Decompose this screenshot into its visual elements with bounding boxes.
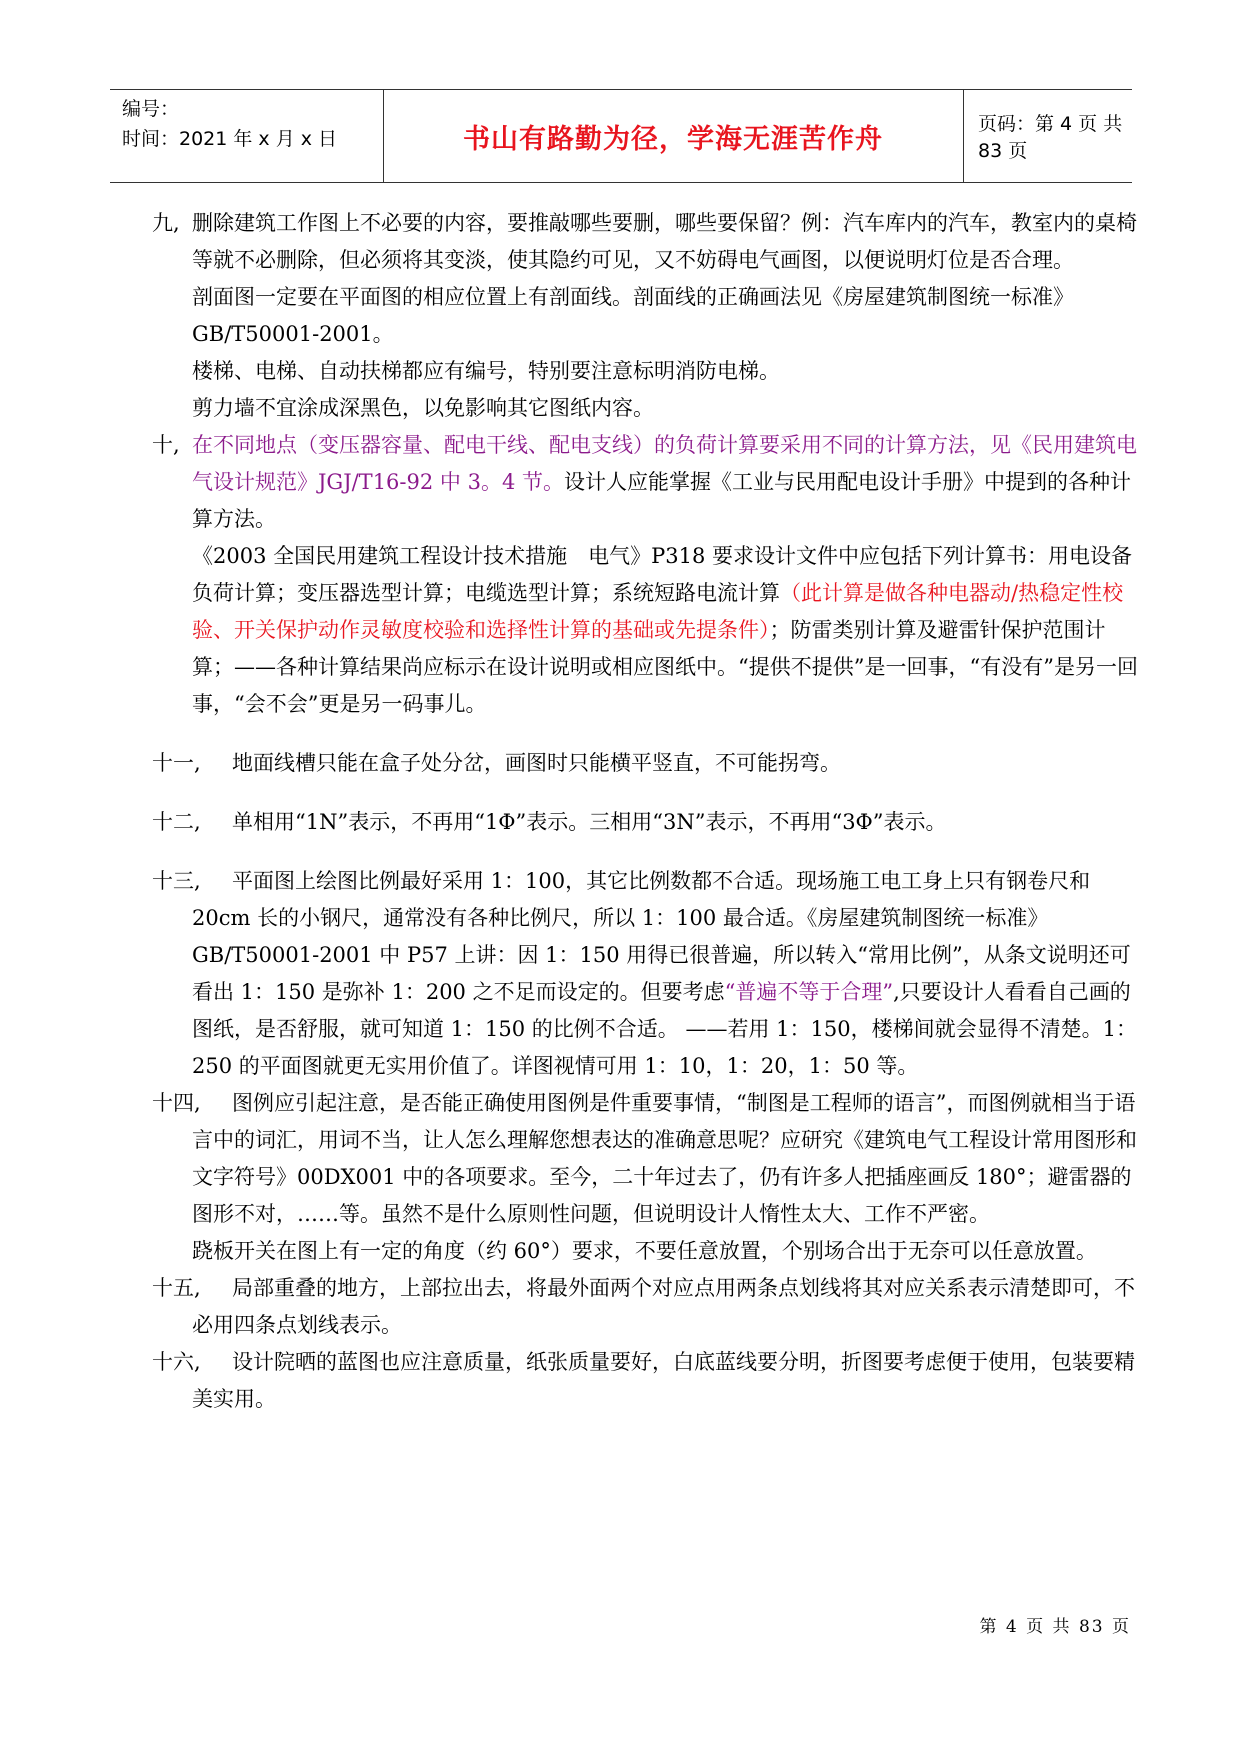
section-text: 设计院晒的蓝图也应注意质量，纸张质量要好，白底蓝线要分明，折图要考虑便于使用，包装要精美实用。 (192, 1350, 1135, 1411)
section-9-paragraph: 剪力墙不宜涂成深黑色，以免影响其它图纸内容。 (192, 396, 654, 420)
serial-label: 编号： (122, 98, 180, 120)
section-13 (152, 863, 1142, 1085)
section-number: 九, (152, 211, 180, 235)
header-motto: 书山有路勤为径，学海无涯苦作舟 (463, 123, 883, 155)
section-12 (152, 804, 1142, 841)
section-number: 十五, (152, 1276, 201, 1300)
section-10-paragraph (152, 538, 1142, 723)
page-header (110, 89, 1132, 183)
section-16 (152, 1344, 1142, 1418)
highlight-text: （此计算是做各种电器动/热稳定性校验、开关保护动作灵敏度校验和选择性计算的基础或先提条件） (192, 581, 1124, 642)
section-number: 十一, (152, 751, 201, 775)
paragraph-text: 《2003 全国民用建筑工程设计技术措施 电气》P318 要求设计文件中应包括下列计算书：用电设备负荷计算；变压器选型计算；电缆选型计算；系统短路电流计算 (192, 544, 1133, 605)
time-label: 时间：2021 年 x 月 x 日 (122, 128, 338, 150)
section-text: 平面图上绘图比例最好采用 1：100，其它比例数都不合适。现场施工电工身上只有钢卷尺和 20cm 长的小钢尺，通常没有各种比例尺，所以 1：100 最合适。《房屋建筑制图统一标准》GB/T50001-2001 中 P57 上讲：因 1：150 用得已很普遍，所以转入“常用比例”，从条文说明还可看出 1：150 是弥补 1：200 之不足而设定的。但要考虑 (192, 869, 1131, 1004)
section-text: 设计人应能掌握《工业与民用配电设计手册》中提到的各种计算方法。 (192, 470, 1131, 531)
section-text: ,只要设计人看看自己画的图纸，是否舒服，就可知道 1：150 的比例不合适。 ——若用 1：150，楼梯间就会显得不清楚。1：250 的平面图就更无实用价值了。详图视情可用 1：10，1：20，1：50 等。 (192, 980, 1137, 1078)
highlight-text: 在不同地点（变压器容量、配电干线、配电支线）的负荷计算要采用不同的计算方法，见《民用建筑电气设计规范》JGJ/T16-92 中 3。4 节。 (192, 433, 1137, 494)
page-footer: 第 4 页 共 83 页 (979, 1617, 1131, 1637)
header-page-info: 页码：第 4 页 共 83 页 (978, 113, 1123, 162)
header-meta (122, 94, 392, 178)
section-text: 局部重叠的地方，上部拉出去，将最外面两个对应点用两条点划线将其对应关系表示清楚即可，不必用四条点划线表示。 (192, 1276, 1135, 1337)
section-text: 删除建筑工作图上不必要的内容，要推敲哪些要删，哪些要保留？例：汽车库内的汽车，教室内的桌椅等就不必删除，但必须将其变淡，使其隐约可见，又不妨碍电气画图，以便说明灯位是否合理。 (192, 211, 1137, 272)
section-9 (152, 205, 1142, 279)
section-text: 单相用“1N”表示，不再用“1Φ”表示。三相用“3N”表示，不再用“3Φ”表示。 (232, 810, 947, 834)
section-9-paragraph: 楼梯、电梯、自动扶梯都应有编号，特别要注意标明消防电梯。 (192, 359, 780, 383)
section-11 (152, 745, 1142, 782)
section-text: 图例应引起注意，是否能正确使用图例是件重要事情，“制图是工程师的语言”，而图例就相当于语言中的词汇，用词不当，让人怎么理解您想表达的准确意思呢？应研究《建筑电气工程设计常用图形和文字符号》00DX001 中的各项要求。至今，二十年过去了，仍有许多人把插座画反 180°；避雷器的图形不对，……等。虽然不是什么原则性问题，但说明设计人惰性太大、工作不严密。 (192, 1091, 1137, 1226)
section-9-paragraph: 剖面图一定要在平面图的相应位置上有剖面线。剖面线的正确画法见《房屋建筑制图统一标准》GB/T50001-2001。 (192, 285, 1074, 346)
paragraph-text: ；防雷类别计算及避雷针保护范围计算；——各种计算结果尚应标示在设计说明或相应图纸中。“提供不提供”是一回事，“有没有”是另一回事，“会不会”更是另一码事儿。 (192, 618, 1138, 716)
section-number: 十三, (152, 869, 201, 893)
section-number: 十二, (152, 810, 201, 834)
section-number: 十, (152, 433, 180, 457)
section-15 (152, 1270, 1142, 1344)
section-number: 十六, (152, 1350, 201, 1374)
section-14 (152, 1085, 1142, 1233)
section-text: 地面线槽只能在盒子处分岔，画图时只能横平竖直，不可能拐弯。 (232, 751, 841, 775)
header-divider (963, 90, 964, 182)
section-14-paragraph: 跷板开关在图上有一定的角度（约 60°）要求，不要任意放置，个别场合出于无奈可以任意放置。 (192, 1239, 1097, 1263)
highlight-text: “普遍不等于合理” (724, 980, 894, 1004)
section-number: 十四, (152, 1091, 201, 1115)
section-10 (152, 427, 1142, 538)
document-body (152, 205, 1142, 1418)
